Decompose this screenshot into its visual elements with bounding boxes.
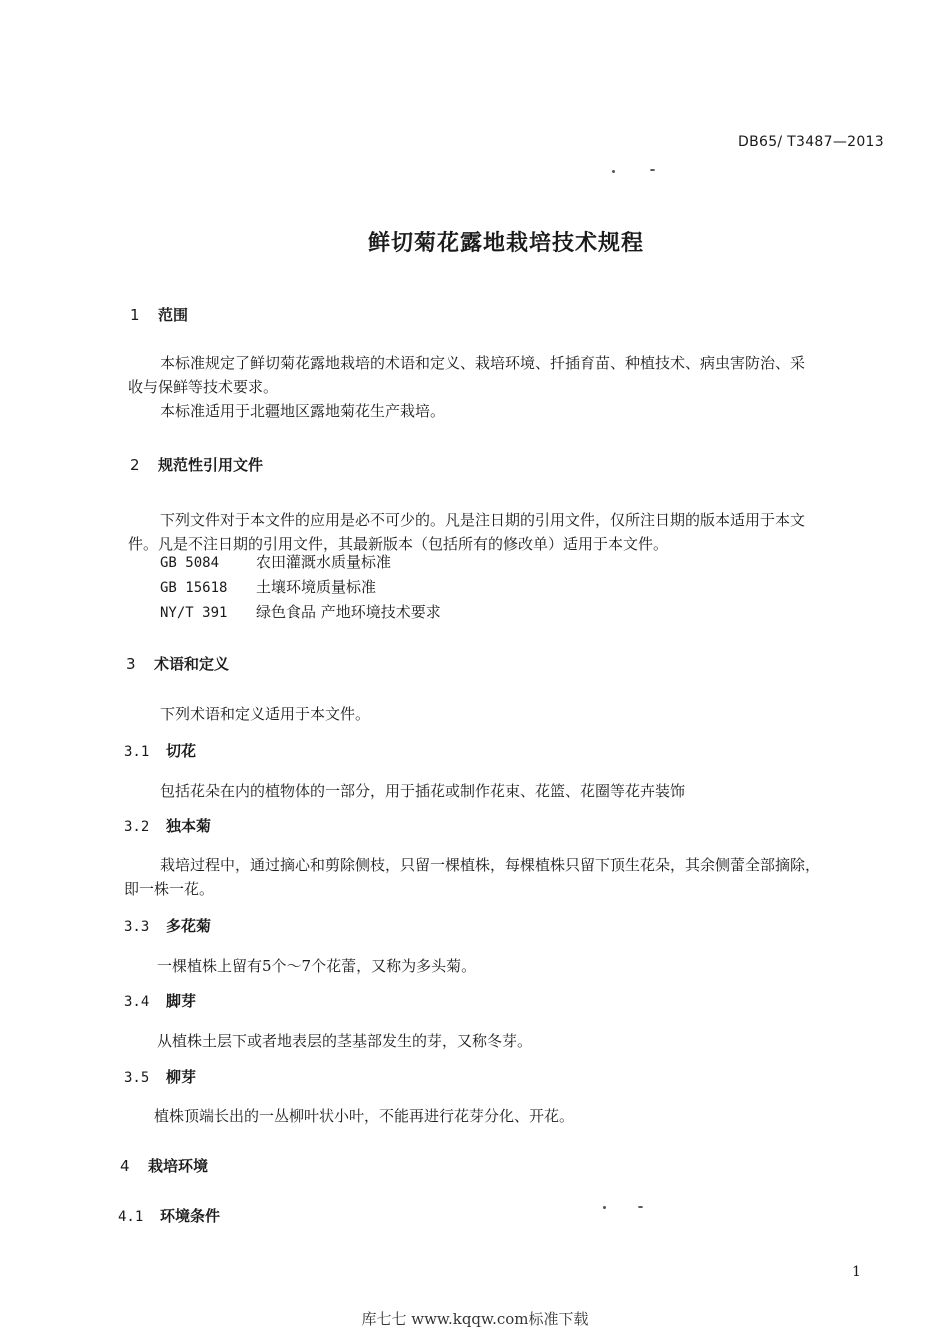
- term-title: 切花: [166, 742, 197, 760]
- scan-speck: [650, 169, 655, 171]
- text-line: 收与保鲜等技术要求。: [128, 378, 279, 396]
- section-number: 1: [130, 306, 140, 324]
- section-number: 3: [126, 655, 136, 673]
- section-title: 范围: [158, 306, 189, 324]
- section-3-heading: [126, 653, 229, 674]
- term-number: 3.1: [124, 744, 150, 760]
- subsection-title: 环境条件: [160, 1207, 221, 1225]
- reference-row: [160, 575, 441, 600]
- section-number: 2: [130, 456, 140, 474]
- section-4-heading: [120, 1155, 208, 1176]
- term-number: 3.2: [124, 819, 150, 835]
- text-line: 即一株一花。: [124, 880, 215, 898]
- term-3-1-heading: [124, 740, 196, 761]
- reference-row: [160, 550, 441, 575]
- section-4-1-heading: [118, 1205, 220, 1226]
- reference-code: GB 5084: [160, 555, 220, 571]
- reference-name: 土壤环境质量标准: [256, 578, 377, 596]
- section-1-paragraph: [128, 351, 888, 423]
- text-line: 本标准适用于北疆地区露地菊花生产栽培。: [160, 402, 446, 420]
- document-title: 鲜切菊花露地栽培技术规程: [367, 231, 644, 256]
- scan-speck: [612, 170, 615, 173]
- site-watermark: 库七七 www.kqqw.com标准下载: [361, 1310, 589, 1328]
- standard-code: DB65/ T3487—2013: [738, 134, 884, 150]
- reference-row: [160, 600, 441, 625]
- section-title: 规范性引用文件: [158, 456, 264, 474]
- scan-speck: [603, 1206, 606, 1209]
- section-2-paragraph: [128, 508, 888, 556]
- reference-code: GB 15618: [160, 580, 228, 596]
- term-3-5-definition: 植株顶端长出的一丛柳叶状小叶，不能再进行花芽分化、开花。: [154, 1107, 575, 1125]
- reference-code: NY/T 391: [160, 605, 228, 621]
- section-1-heading: [130, 304, 188, 325]
- text-line: 栽培过程中，通过摘心和剪除侧枝，只留一棵植株，每棵植株只留下顶生花朵，其余侧蕾全部摘除，: [160, 856, 821, 874]
- text-line: 下列文件对于本文件的应用是必不可少的。凡是注日期的引用文件，仅所注日期的版本适用于本文: [160, 511, 806, 529]
- term-title: 脚芽: [166, 992, 197, 1010]
- subsection-number: 4.1: [118, 1209, 144, 1225]
- section-2-heading: [130, 454, 263, 475]
- text-line: 本标准规定了鲜切菊花露地栽培的术语和定义、栽培环境、扦插育苗、种植技术、病虫害防治、采: [160, 354, 806, 372]
- reference-name: 农田灌溉水质量标准: [256, 553, 392, 571]
- scan-speck: [638, 1206, 643, 1208]
- term-number: 3.3: [124, 919, 150, 935]
- term-3-2-definition: [124, 853, 894, 901]
- term-3-3-definition: 一棵植株上留有5个～7个花蕾，又称为多头菊。: [157, 957, 477, 975]
- term-title: 多花菊: [166, 917, 212, 935]
- section-3-intro: 下列术语和定义适用于本文件。: [160, 705, 371, 723]
- term-3-1-definition: 包括花朵在内的植物体的一部分，用于插花或制作花束、花篮、花圈等花卉装饰: [160, 782, 686, 800]
- normative-references: [160, 550, 441, 625]
- reference-name: 绿色食品 产地环境技术要求: [256, 603, 441, 621]
- term-number: 3.4: [124, 994, 150, 1010]
- term-3-4-heading: [124, 990, 196, 1011]
- term-title: 独本菊: [166, 817, 212, 835]
- section-title: 栽培环境: [148, 1157, 209, 1175]
- term-3-3-heading: [124, 915, 211, 936]
- term-number: 3.5: [124, 1070, 150, 1086]
- term-3-4-definition: 从植株土层下或者地表层的茎基部发生的芽，又称冬芽。: [157, 1032, 533, 1050]
- term-3-2-heading: [124, 815, 211, 836]
- page-number: 1: [852, 1264, 861, 1280]
- section-title: 术语和定义: [154, 655, 230, 673]
- section-number: 4: [120, 1157, 130, 1175]
- term-3-5-heading: [124, 1066, 196, 1087]
- text-line: 件。凡是不注日期的引用文件，其最新版本（包括所有的修改单）适用于本文件。: [128, 535, 669, 553]
- term-title: 柳芽: [166, 1068, 197, 1086]
